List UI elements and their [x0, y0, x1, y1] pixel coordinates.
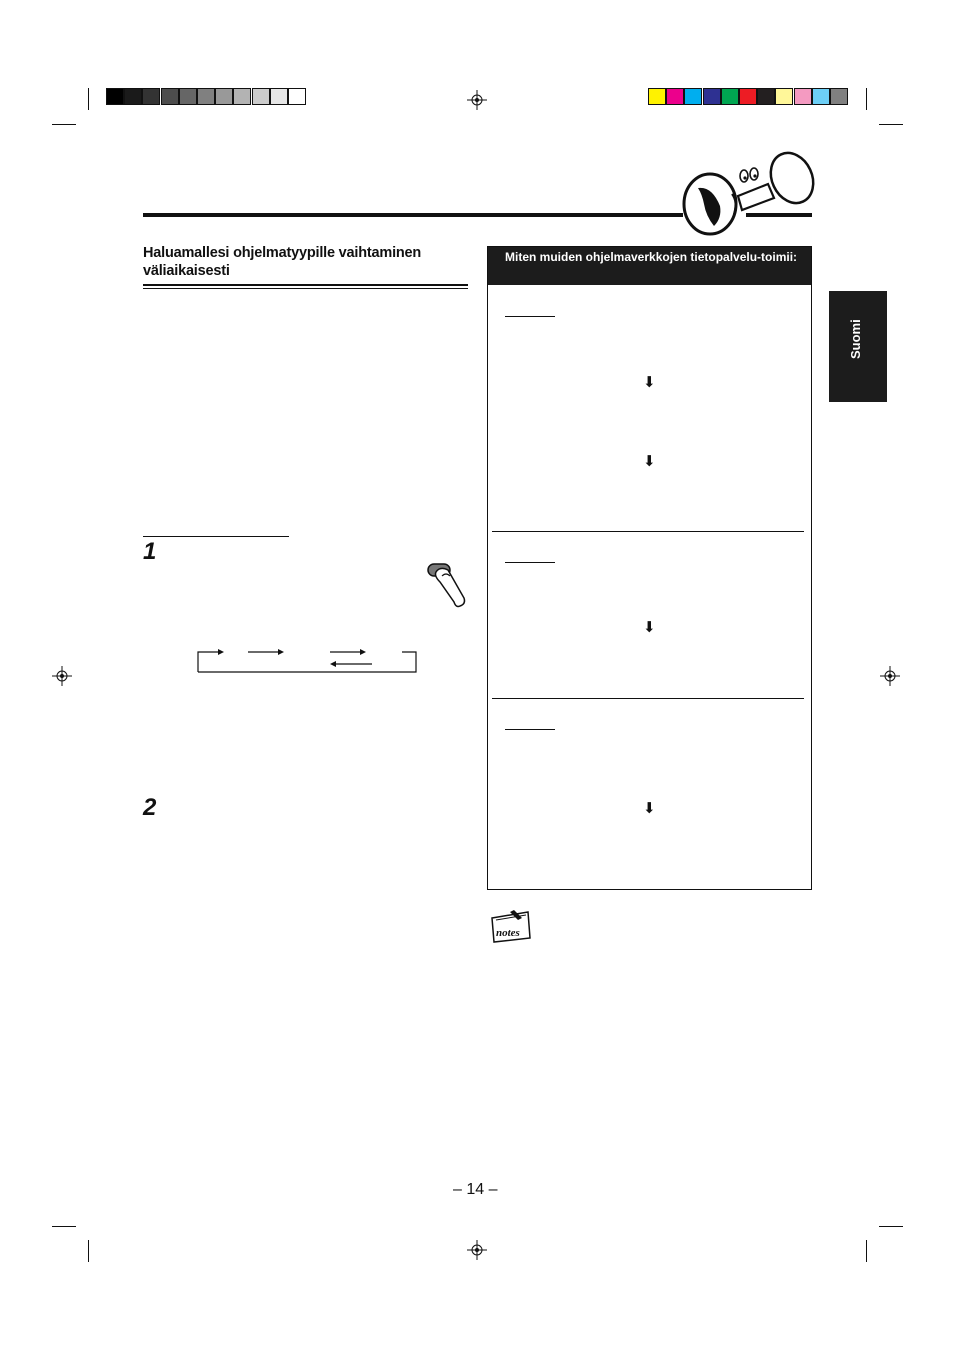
- down-arrow-icon: ⬇: [643, 453, 656, 470]
- case-rule-2: [505, 562, 555, 563]
- finger-press-icon: [424, 558, 470, 610]
- panel-title: Miten muiden ohjelmaverkkojen tietopalvelu-toimii:: [488, 247, 811, 285]
- grayscale-swatch: [197, 88, 215, 105]
- registration-target-icon: [880, 666, 900, 686]
- color-swatch: [812, 88, 830, 105]
- language-tab-label: Suomi: [848, 319, 863, 359]
- cycle-diagram: [190, 642, 422, 682]
- section-divider: [492, 531, 804, 532]
- registration-target-icon: [52, 666, 72, 686]
- grayscale-swatch: [179, 88, 197, 105]
- down-arrow-icon: ⬇: [643, 800, 656, 817]
- color-swatch: [794, 88, 812, 105]
- color-swatch: [703, 88, 721, 105]
- case-rule-1: [505, 316, 555, 317]
- horn-icon: [682, 146, 816, 238]
- grayscale-swatch: [124, 88, 142, 105]
- grayscale-swatch: [161, 88, 179, 105]
- step-rule: [143, 536, 289, 537]
- registration-target-icon: [467, 90, 487, 110]
- grayscale-swatch: [215, 88, 233, 105]
- heading-rule: [143, 284, 468, 286]
- page-number: – 14 –: [453, 1181, 498, 1198]
- color-swatch: [739, 88, 757, 105]
- grayscale-swatch: [270, 88, 288, 105]
- down-arrow-icon: ⬇: [643, 619, 656, 636]
- grayscale-swatch: [106, 88, 124, 105]
- notes-icon: [488, 908, 534, 944]
- case-rule-3: [505, 729, 555, 730]
- down-arrow-icon: ⬇: [643, 374, 656, 391]
- grayscale-swatch: [233, 88, 251, 105]
- grayscale-swatch: [142, 88, 160, 105]
- grayscale-swatch: [252, 88, 270, 105]
- color-swatch: [775, 88, 793, 105]
- color-swatch: [648, 88, 666, 105]
- color-swatch: [666, 88, 684, 105]
- color-swatch: [721, 88, 739, 105]
- color-swatch: [757, 88, 775, 105]
- step-number-1: 1: [143, 538, 157, 565]
- color-swatch: [684, 88, 702, 105]
- color-swatch: [830, 88, 848, 105]
- info-panel: [487, 246, 812, 890]
- heading-rule-thin: [143, 288, 468, 289]
- step-number-2: 2: [143, 794, 157, 821]
- language-tab: [829, 291, 887, 402]
- registration-target-icon: [467, 1240, 487, 1260]
- section-divider: [492, 698, 804, 699]
- svg-text:notes: notes: [496, 927, 520, 939]
- section-heading: Haluamallesi ohjelmatyypille vaihtaminen väliaikaisesti: [143, 245, 422, 279]
- top-rule: [143, 213, 683, 217]
- grayscale-swatch: [288, 88, 306, 105]
